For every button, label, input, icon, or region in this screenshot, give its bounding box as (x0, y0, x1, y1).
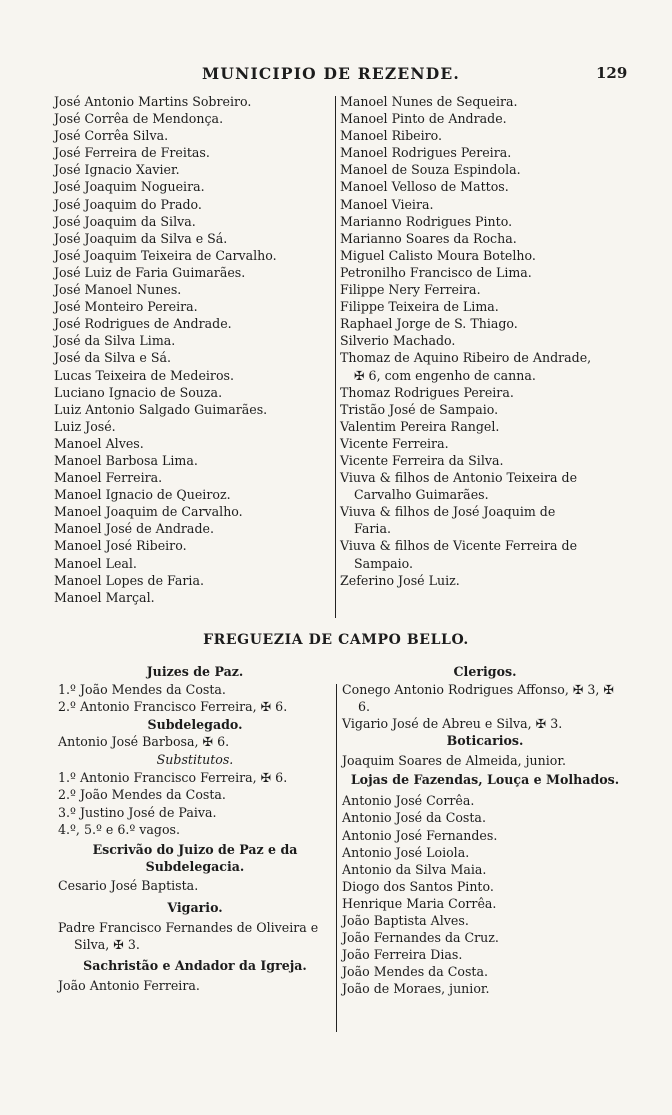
resident-left-18: Luciano Ignacio de Souza. (54, 384, 223, 400)
resident-right-28: Sampaio. (354, 555, 414, 571)
resident-left-7: José Joaquim do Prado. (54, 196, 202, 212)
clerigo-1: Conego Antonio Rodrigues Affonso, ✠ 3, ✠ 6. (342, 681, 614, 714)
resident-left-17: Lucas Teixeira de Medeiros. (54, 367, 234, 383)
residents-list-right (340, 93, 630, 589)
loja-10: João Ferreira Dias. (342, 947, 463, 963)
resident-left-22: Manoel Barbosa Lima. (54, 452, 198, 468)
column-divider-bottom (336, 684, 337, 1032)
resident-right-3: Manoel Ribeiro. (340, 128, 443, 144)
vigario-name: Padre Francisco Fernandes de Oliveira e Silva, ✠ 3. (58, 920, 319, 953)
resident-right-10: Miguel Calisto Moura Botelho. (340, 247, 536, 263)
resident-left-15: José da Silva Lima. (54, 333, 176, 349)
campo-bello-right (342, 663, 628, 998)
loja-6: Diogo dos Santos Pinto. (342, 878, 494, 894)
resident-right-24: Carvalho Guimarães. (354, 487, 489, 503)
page-header (0, 60, 672, 88)
resident-left-20: Luiz José. (54, 418, 116, 434)
resident-left-2: José Corrêa de Mendonça. (54, 111, 224, 127)
resident-right-13: Filippe Teixeira de Lima. (340, 299, 499, 315)
juizes-heading: Juizes de Paz. (146, 664, 244, 679)
resident-right-20: Valentim Pereira Rangel. (340, 418, 500, 434)
clerigo-2: Vigario José de Abreu e Silva, ✠ 3. (342, 715, 563, 731)
page-number: 129 (596, 64, 628, 82)
resident-right-15: Silverio Machado. (340, 333, 456, 349)
resident-left-9: José Joaquim da Silva e Sá. (54, 230, 228, 246)
loja-3: Antonio José Fernandes. (342, 827, 498, 843)
resident-left-10: José Joaquim Teixeira de Carvalho. (54, 247, 277, 263)
loja-12: João de Moraes, junior. (342, 981, 490, 997)
resident-right-17: ✠ 6, com engenho de canna. (354, 367, 536, 383)
resident-right-26: Faria. (354, 521, 391, 537)
subdelegado-name: Antonio José Barbosa, ✠ 6. (58, 734, 230, 750)
loja-1: Antonio José Corrêa. (342, 793, 475, 809)
section-title: FREGUEZIA DE CAMPO BELLO. (203, 632, 469, 648)
column-divider-top (335, 96, 336, 618)
resident-left-30: Manoel Marçal. (54, 589, 155, 605)
loja-7: Henrique Maria Corrêa. (342, 895, 497, 911)
resident-left-26: Manoel José de Andrade. (54, 521, 214, 537)
boticario-1: Joaquim Soares de Almeida, junior. (342, 752, 566, 768)
resident-right-7: Manoel Vieira. (340, 196, 434, 212)
resident-right-16: Thomaz de Aquino Ribeiro de Andrade, (340, 350, 592, 366)
resident-right-27: Viuva & filhos de Vicente Ferreira de (340, 538, 578, 554)
resident-left-16: José da Silva e Sá. (54, 350, 172, 366)
loja-4: Antonio José Loiola. (342, 844, 470, 860)
substitutos-heading: Substitutos. (156, 751, 234, 767)
resident-right-18: Thomaz Rodrigues Pereira. (340, 384, 514, 400)
resident-right-21: Vicente Ferreira. (340, 435, 449, 451)
loja-2: Antonio José da Costa. (342, 810, 486, 826)
resident-left-21: Manoel Alves. (54, 435, 144, 451)
resident-left-14: José Rodrigues de Andrade. (54, 316, 232, 332)
resident-left-29: Manoel Lopes de Faria. (54, 572, 204, 588)
resident-right-23: Viuva & filhos de Antonio Teixeira de (340, 470, 578, 486)
resident-right-19: Tristão José de Sampaio. (340, 401, 499, 417)
resident-left-28: Manoel Leal. (54, 555, 137, 571)
sachristao-name: João Antonio Ferreira. (58, 977, 200, 993)
resident-left-3: José Corrêa Silva. (54, 128, 169, 144)
resident-right-8: Marianno Rodrigues Pinto. (340, 213, 513, 229)
loja-9: João Fernandes da Cruz. (342, 930, 499, 946)
loja-11: João Mendes da Costa. (342, 964, 488, 980)
juiz-1: 1.º João Mendes da Costa. (58, 681, 226, 697)
vigario-heading: Vigario. (167, 899, 223, 915)
resident-right-6: Manoel Velloso de Mattos. (340, 179, 509, 195)
campo-bello-left (58, 663, 332, 994)
sachristao-heading: Sachristão e Andador da Igreja. (83, 958, 307, 974)
substituto-3: 3.º Justino José de Paiva. (58, 804, 217, 820)
resident-left-1: José Antonio Martins Sobreiro. (54, 94, 252, 109)
page-title: MUNICIPIO DE REZENDE. (202, 64, 460, 83)
resident-left-23: Manoel Ferreira. (54, 470, 163, 486)
resident-right-9: Marianno Soares da Rocha. (340, 230, 517, 246)
resident-left-8: José Joaquim da Silva. (54, 213, 196, 229)
resident-right-1: Manoel Nunes de Sequeira. (340, 94, 518, 109)
lojas-list (342, 792, 628, 997)
resident-left-24: Manoel Ignacio de Queiroz. (54, 487, 231, 503)
substituto-2: 2.º João Mendes da Costa. (58, 787, 226, 803)
resident-left-12: José Manoel Nunes. (54, 282, 182, 298)
substituto-4: 4.º, 5.º e 6.º vagos. (58, 822, 181, 838)
residents-list-left (54, 93, 332, 606)
resident-left-11: José Luiz de Faria Guimarães. (54, 264, 246, 280)
clerigos-heading: Clerigos. (453, 664, 517, 679)
resident-left-27: Manoel José Ribeiro. (54, 538, 187, 554)
resident-left-4: José Ferreira de Freitas. (54, 145, 210, 161)
resident-right-11: Petronilho Francisco de Lima. (340, 264, 532, 280)
lojas-heading: Lojas de Fazendas, Louça e Molhados. (350, 772, 620, 788)
resident-right-4: Manoel Rodrigues Pereira. (340, 145, 512, 161)
loja-8: João Baptista Alves. (342, 913, 469, 929)
resident-left-25: Manoel Joaquim de Carvalho. (54, 504, 243, 520)
resident-left-19: Luiz Antonio Salgado Guimarães. (54, 401, 268, 417)
resident-right-12: Filippe Nery Ferreira. (340, 282, 481, 298)
resident-right-29: Zeferino José Luiz. (340, 572, 460, 588)
resident-right-2: Manoel Pinto de Andrade. (340, 111, 507, 127)
boticarios-heading: Boticarios. (446, 733, 524, 749)
resident-right-14: Raphael Jorge de S. Thiago. (340, 316, 518, 332)
escrivao-name: Cesario José Baptista. (58, 877, 199, 893)
resident-right-5: Manoel de Souza Espindola. (340, 162, 521, 178)
loja-5: Antonio da Silva Maia. (342, 861, 487, 877)
subdelegado-heading: Subdelegado. (147, 716, 243, 732)
substituto-1: 1.º Antonio Francisco Ferreira, ✠ 6. (58, 769, 288, 785)
resident-left-6: José Joaquim Nogueira. (54, 179, 205, 195)
resident-left-5: José Ignacio Xavier. (54, 162, 180, 178)
resident-left-13: José Monteiro Pereira. (54, 299, 198, 315)
juiz-2: 2.º Antonio Francisco Ferreira, ✠ 6. (58, 699, 288, 715)
escrivao-heading: Escrivão do Juizo de Paz e da Subdelegacia. (92, 841, 298, 874)
resident-right-22: Vicente Ferreira da Silva. (340, 452, 504, 468)
resident-right-25: Viuva & filhos de José Joaquim de (340, 504, 556, 520)
